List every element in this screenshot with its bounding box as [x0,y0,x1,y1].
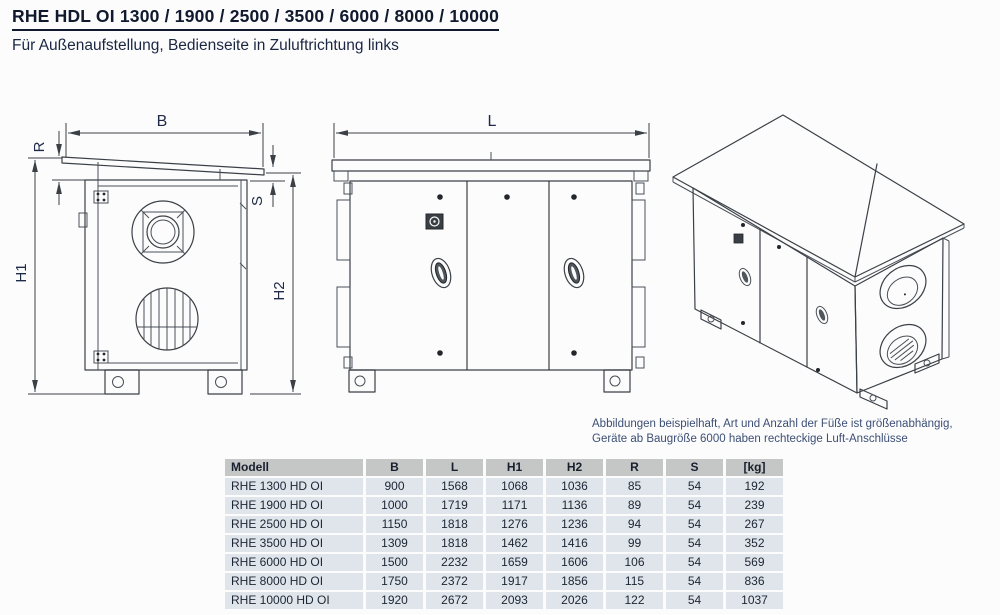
value-cell: 1818 [426,516,483,533]
page-title: RHE HDL OI 1300 / 1900 / 2500 / 3500 / 6000 / 8000 / 10000 [12,6,499,31]
model-cell: RHE 6000 HD OI [225,554,363,571]
value-cell: 1150 [366,516,423,533]
page-subtitle: Für Außenaufstellung, Bedienseite in Zuluftrichtung links [12,37,399,54]
value-cell: 1568 [426,478,483,495]
duct-opening-lower [872,316,935,377]
dim-label-h2: H2 [271,281,288,301]
value-cell: 569 [726,554,783,571]
value-cell: 106 [606,554,663,571]
model-cell: RHE 2500 HD OI [225,516,363,533]
value-cell: 900 [366,478,423,495]
model-cell: RHE 8000 HD OI [225,573,363,590]
column-header: L [426,459,483,476]
value-cell: 1856 [546,573,603,590]
drawing-note [592,417,994,446]
door-handle-left [428,256,454,290]
model-cell: RHE 1900 HD OI [225,497,363,514]
dim-label-l: L [487,113,497,130]
unit-roof [62,157,264,175]
column-header: R [606,459,663,476]
dim-label-r: R [31,141,48,153]
value-cell: 1309 [366,535,423,552]
value-cell: 1037 [726,592,783,609]
value-cell: 2026 [546,592,603,609]
front-view-drawing [10,95,310,415]
dim-label-s: S [249,195,266,207]
dim-l [334,113,649,158]
value-cell: 1719 [426,497,483,514]
column-header: [kg] [726,459,783,476]
door-handle-right [561,256,587,290]
value-cell: 836 [726,573,783,590]
value-cell: 1920 [366,592,423,609]
dim-label-b: B [156,113,168,130]
value-cell: 54 [666,592,723,609]
value-cell: 1818 [426,535,483,552]
column-header: H1 [486,459,543,476]
value-cell: 54 [666,516,723,533]
value-cell: 1606 [546,554,603,571]
note-line-2: Geräte ab Baugröße 6000 haben rechteckige Luft-Anschlüsse [592,432,908,445]
unit-roof [332,152,650,181]
column-header: S [666,459,723,476]
value-cell: 267 [726,516,783,533]
grille-opening [136,288,198,350]
value-cell: 54 [666,554,723,571]
main-switch [426,214,443,229]
dim-r [31,131,86,205]
dim-label-h1: H1 [13,263,30,283]
value-cell: 1917 [486,573,543,590]
value-cell: 1276 [486,516,543,533]
dim-s [249,145,285,207]
value-cell: 1462 [486,535,543,552]
value-cell: 1750 [366,573,423,590]
unit-feet [349,370,630,392]
value-cell: 1236 [546,516,603,533]
value-cell: 94 [606,516,663,533]
unit-feet [105,370,242,394]
value-cell: 85 [606,478,663,495]
value-cell: 352 [726,535,783,552]
note-line-1: Abbildungen beispielhaft, Art und Anzahl der Füße ist größenabhängig, [592,418,953,430]
unit-roof [673,115,964,282]
value-cell: 1068 [486,478,543,495]
value-cell: 115 [606,573,663,590]
unit-body [337,181,645,370]
column-header: B [366,459,423,476]
value-cell: 2372 [426,573,483,590]
value-cell: 99 [606,535,663,552]
value-cell: 2093 [486,592,543,609]
page-header [12,6,499,55]
value-cell: 2672 [426,592,483,609]
isometric-view-drawing [655,90,1000,420]
duct-opening-upper [872,257,935,318]
dimension-spec-table [225,459,783,609]
column-header: Modell [225,459,363,476]
value-cell: 239 [726,497,783,514]
value-cell: 1171 [486,497,543,514]
unit-body [79,162,247,370]
value-cell: 2232 [426,554,483,571]
value-cell: 192 [726,478,783,495]
value-cell: 54 [666,497,723,514]
value-cell: 54 [666,535,723,552]
duct-connection-round [132,201,194,263]
value-cell: 1659 [486,554,543,571]
model-cell: RHE 3500 HD OI [225,535,363,552]
value-cell: 1500 [366,554,423,571]
value-cell: 1036 [546,478,603,495]
model-cell: RHE 1300 HD OI [225,478,363,495]
value-cell: 54 [666,478,723,495]
side-view-drawing [312,95,662,415]
value-cell: 1136 [546,497,603,514]
column-header: H2 [546,459,603,476]
value-cell: 122 [606,592,663,609]
value-cell: 1416 [546,535,603,552]
value-cell: 1000 [366,497,423,514]
model-cell: RHE 10000 HD OI [225,592,363,609]
value-cell: 54 [666,573,723,590]
value-cell: 89 [606,497,663,514]
